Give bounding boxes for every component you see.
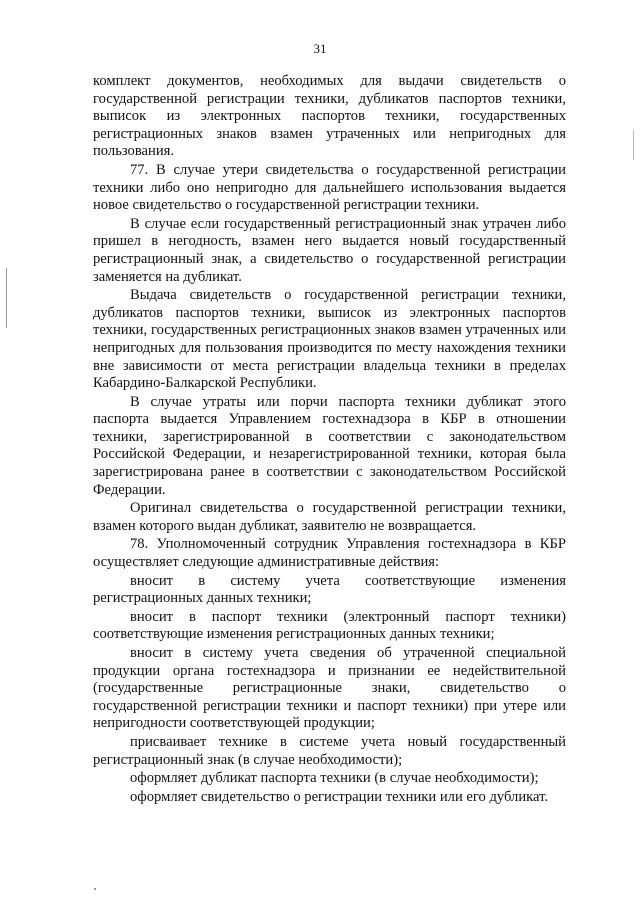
paragraph: 78. Уполномоченный сотрудник Управления гостехнадзора в КБР осуществляет следующие административные действия: [93, 536, 566, 571]
scan-mark-right [633, 130, 634, 160]
page-number: 31 [313, 41, 327, 56]
paragraph: оформляет дубликат паспорта техники (в случае необходимости); [130, 770, 539, 787]
paragraph: 77. В случае утери свидетельства о государственной регистрации техники либо оно непригодно для дальнейшего использования выдается новое свидетельство о государственной регистрации техники. [93, 161, 566, 214]
paragraph: Оригинал свидетельства о государственной регистрации техники, взамен которого выдан дубликат, заявителю не возвращается. [93, 500, 566, 534]
paragraph: вносит в паспорт техники (электронный паспорт техники) соответствующие изменения регистрационных данных техники; [93, 608, 566, 643]
document-body [93, 73, 566, 806]
paragraph: вносит в систему учета сведения об утраченной специальной продукции органа гостехнадзора и признании ее недействительной (государственные регистрационные знаки, свидетельство о государственной регистрации техники и паспорт техники) при утере или непригодности соответствующей продукции; [93, 645, 566, 732]
paragraph: Выдача свидетельств о государственной регистрации техники, дубликатов паспортов техники, выписок из электронных паспортов техники, государственных регистрационных знаков взамен утраченных или непригодных для пользования производится по месту нахождения техники вне зависимости от места регистрации владельца техники в пределах Кабардино-Балкарской Республики. [93, 287, 566, 392]
paragraph: присваивает технике в системе учета новый государственный регистрационный знак (в случае необходимости); [93, 733, 566, 768]
scan-mark-left [6, 268, 7, 328]
paragraph: В случае утраты или порчи паспорта техники дубликат этого паспорта выдается Управлением гостехнадзора в КБР в отношении техники, зарегистрированной в соответствии с законодательством Российской Федерации, и незарегистрированной техники, которая была зарегистрирована ранее в соответствии с законодательством Российской Федерации. [93, 393, 566, 498]
paragraph: оформляет свидетельство о регистрации техники или его дубликат. [130, 788, 549, 805]
paragraph: комплект документов, необходимых для выдачи свидетельств о государственной регистрации техники, дубликатов паспортов техники, выписок из электронных паспортов техники, государственных регистрационных знаков взамен утраченных или непригодных для пользования. [93, 73, 566, 160]
paragraph: вносит в систему учета соответствующие изменения регистрационных данных техники; [93, 572, 566, 607]
paragraph: В случае если государственный регистрационный знак утрачен либо пришел в негодность, взамен него выдается новый государственный регистрационный знак, а свидетельство о государственной регистрации заменяется на дубликат. [93, 215, 566, 285]
scan-dot [94, 888, 96, 890]
